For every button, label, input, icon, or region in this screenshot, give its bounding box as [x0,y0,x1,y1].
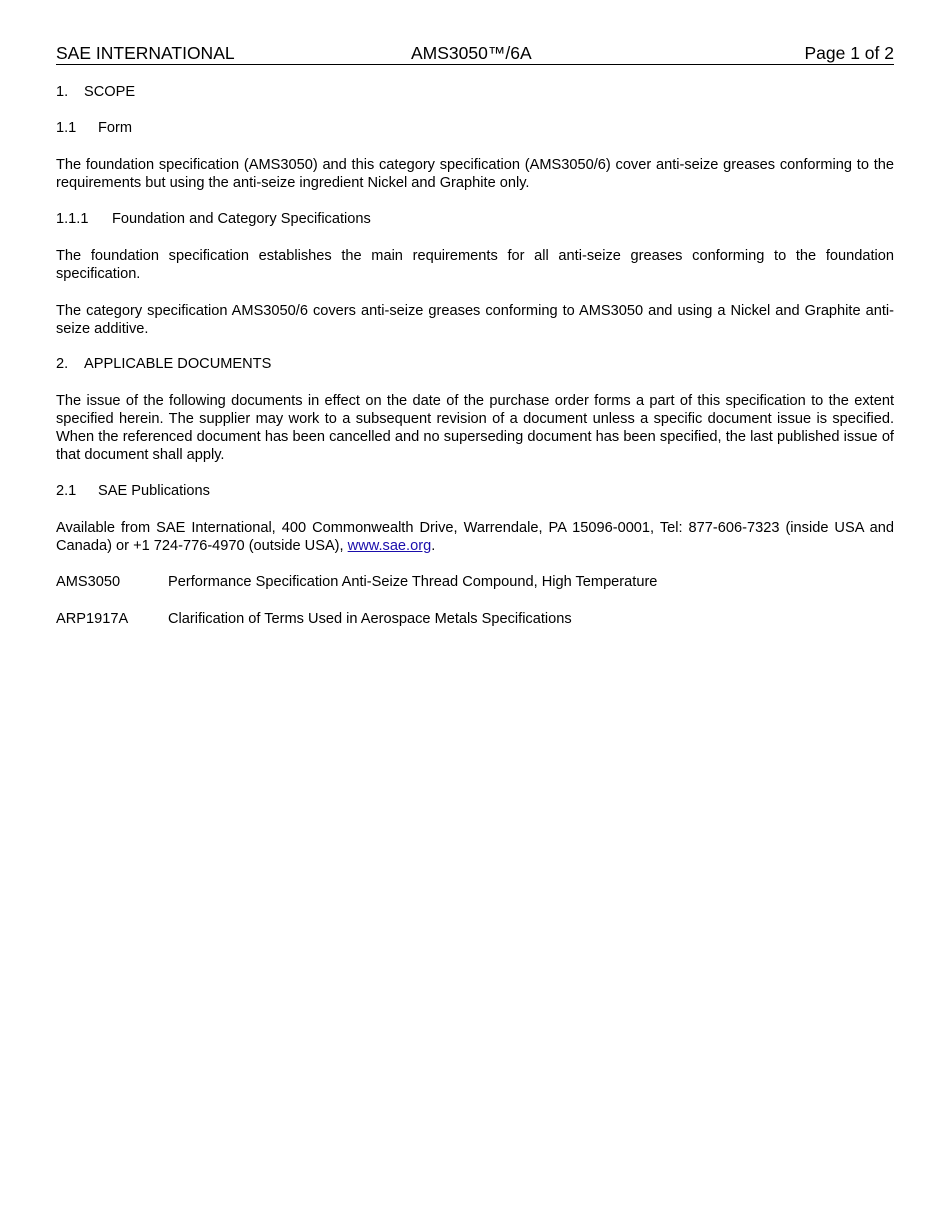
section-title: SCOPE [84,84,136,100]
header-page-number: Page 1 of 2 [804,43,894,63]
section-1-1-1-heading [56,210,894,228]
header-org: SAE INTERNATIONAL [56,43,235,63]
reference-code: ARP1917A [56,611,129,627]
availability-tail: . [431,538,436,554]
section-number: 1. [56,84,69,100]
page-header [56,43,894,65]
section-1-1-heading [56,119,894,137]
section-2-1-heading [56,482,894,500]
reference-description: Performance Specification Anti-Seize Thread Compound, High Temperature [168,574,658,590]
paragraph-applicable-documents: The issue of the following documents in effect on the date of the purchase order forms a part of this specification to the extent specified herein. The supplier may work to a subsequent revision of a document unless a specific document issue is specified. When the referenced document has been cancelled and no superseding document has been specified, the last published issue of that document shall apply. [56,393,894,463]
section-number: 1.1.1 [56,211,89,227]
availability-text: Available from SAE International, 400 Commonwealth Drive, Warrendale, PA 15096-0001, Tel: 877-606-7323 (inside USA and Canada) or +1 724-776-4970 (outside USA), [56,520,894,554]
section-title: Form [98,120,133,136]
reference-code: AMS3050 [56,574,121,590]
section-title: SAE Publications [98,483,210,499]
section-number: 2. [56,356,69,372]
paragraph-sae-availability [56,519,894,555]
section-number: 1.1 [56,120,77,136]
paragraph-category: The category specification AMS3050/6 covers anti-seize greases conforming to AMS3050 and using a Nickel and Graphite anti-seize additive. [56,303,894,337]
reference-description: Clarification of Terms Used in Aerospace Metals Specifications [168,611,572,627]
section-2-heading [56,355,894,373]
sae-website-link[interactable]: www.sae.org [347,538,432,554]
section-1-heading [56,83,894,101]
section-title: APPLICABLE DOCUMENTS [84,356,272,372]
paragraph-form: The foundation specification (AMS3050) and this category specification (AMS3050/6) cover anti-seize greases conforming to the requirements but using the anti-seize ingredient Nickel and Graphite only. [56,157,894,191]
header-doc-id: AMS3050™/6A [411,43,532,63]
section-number: 2.1 [56,483,77,499]
paragraph-foundation: The foundation specification establishes the main requirements for all anti-seize greases conforming to the foundation specification. [56,248,894,282]
section-title: Foundation and Category Specifications [112,211,371,227]
